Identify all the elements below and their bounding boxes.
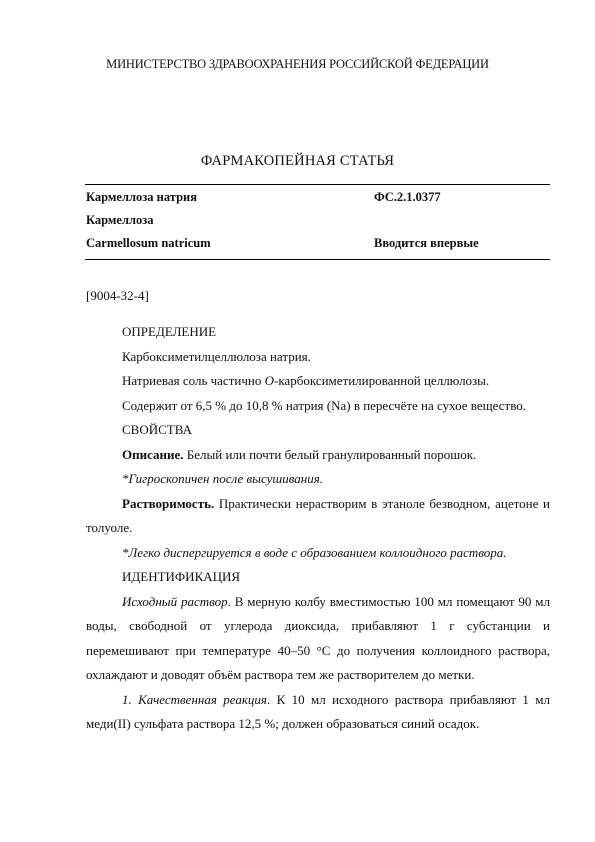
- monograph-name: Кармеллоза натрия: [86, 190, 197, 204]
- monograph-latin-name: Carmellosum natricum: [86, 236, 211, 250]
- monograph-alt-name: Кармеллоза: [86, 213, 154, 227]
- definition-line-2: Натриевая соль частично O-карбоксиметилированной целлюлозы.: [122, 373, 490, 388]
- cas-number: [9004-32-4]: [86, 288, 149, 303]
- source-solution-paragraph: Исходный раствор. В мерную колбу вместимостью 100 мл помещают 90 мл воды, свободной от углерода диоксида, прибавляют 1 г субстанции и перемешивают при температуре 40–50 °С до получения коллоидного раствора, охлаждают и доводят объём раствора тем же растворителем до метки.: [86, 593, 550, 682]
- hygroscopic-note: *Гигроскопичен после высушивания.: [122, 471, 324, 486]
- qualitative-reaction-paragraph: 1. Качественная реакция. К 10 мл исходного раствора прибавляют 1 мл меди(II) сульфата раствора 12,5 %; должен образоваться синий осадок.: [86, 691, 551, 731]
- monograph-body: [86, 320, 550, 737]
- definition-line-3: Содержит от 6,5 % до 10,8 % натрия (Na) в пересчёте на сухое вещество.: [122, 397, 526, 413]
- solubility-paragraph: Растворимость. Практически нерастворим в этаноле безводном, ацетоне и толуоле.: [86, 495, 550, 535]
- definition-title: ОПРЕДЕЛЕНИЕ: [122, 324, 217, 339]
- ministry-title: МИНИСТЕРСТВО ЗДРАВООХРАНЕНИЯ РОССИЙСКОЙ ФЕДЕРАЦИИ: [106, 57, 489, 71]
- monograph-status: Вводится впервые: [374, 236, 479, 250]
- document-type-heading: ФАРМАКОПЕЙНАЯ СТАТЬЯ: [200, 153, 395, 169]
- description-paragraph: Описание. Белый или почти белый гранулированный порошок.: [122, 446, 477, 462]
- identification-title: ИДЕНТИФИКАЦИЯ: [122, 569, 241, 584]
- properties-title: СВОЙСТВА: [122, 422, 192, 437]
- dispersion-note: *Легко диспергируется в воде с образованием коллоидного раствора.: [122, 544, 507, 560]
- header-rule-top: [85, 184, 550, 185]
- definition-line-1: Карбоксиметилцеллюлоза натрия.: [122, 348, 311, 364]
- monograph-code: ФС.2.1.0377: [374, 190, 441, 204]
- header-rule-bottom: [85, 259, 550, 260]
